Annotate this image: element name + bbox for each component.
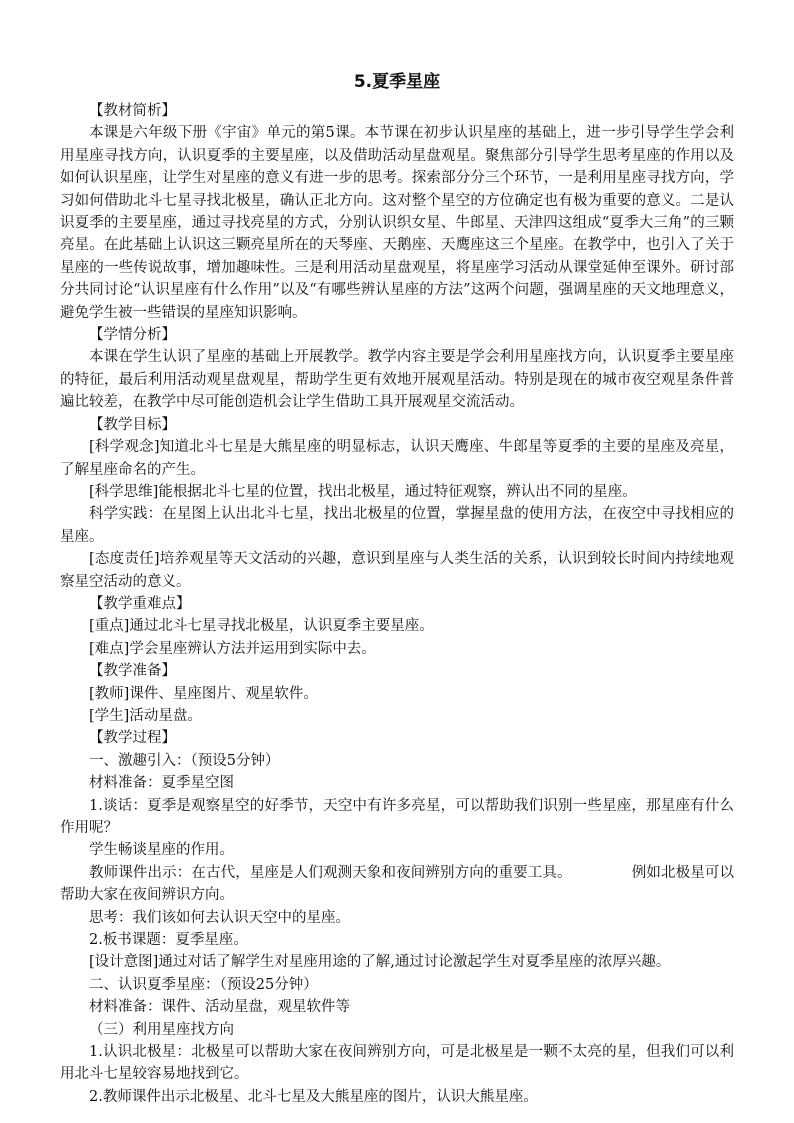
process-line: 材料准备：课件、活动星盘，观星软件等 — [89, 999, 350, 1016]
section-heading-preparation: 【教学准备】 — [89, 663, 176, 680]
goal-item: [科学观念]知道北斗七星是大熊星座的明显标志，认识天鹰座、牛郎星等夏季的主要的星座及亮星，了解星座命名的产生。 — [60, 439, 734, 478]
process-line: 思考：我们该如何去认识天空中的星座。 — [89, 909, 350, 926]
section-heading-teaching-goals: 【教学目标】 — [89, 416, 176, 433]
process-line: 学生畅谈星座的作用。 — [89, 842, 234, 859]
section-heading-teaching-process: 【教学过程】 — [89, 730, 176, 747]
process-line: 1.认识北极星：北极星可以帮助大家在夜间辨别方向，可是北极星是一颗不太亮的星，但我们可以利用北斗七星较容易地找到它。 — [60, 1044, 734, 1083]
section-heading-key-points: 【教学重难点】 — [89, 595, 191, 612]
goal-item: [态度责任]培养观星等天文活动的兴趣，意识到星座与人类生活的关系，认识到较长时间内持续地观察星空活动的意义。 — [60, 551, 734, 590]
page-title: 5.夏季星座 — [353, 72, 441, 92]
process-line: 材料准备：夏季星空图 — [89, 775, 234, 792]
process-line: 一、激趣引入：（预设5分钟） — [89, 752, 280, 769]
student-analysis-paragraph: 本课在学生认识了星座的基础上开展教学。教学内容主要是学会利用星座找方向，认识夏季主要星座的特征，最后利用活动观星盘观星，帮助学生更有效地开展观星活动。特别是现在的城市夜空观星条件普遍比较差，在教学中尽可能创造机会让学生借助工具开展观星交流活动。 — [60, 349, 734, 411]
process-line: 1.谈话：夏季是观察星空的好季节，天空中有许多亮星，可以帮助我们识别一些星座，那星座有什么作用呢？ — [60, 797, 734, 836]
process-line: 二、认识夏季星座：（预设25分钟） — [89, 976, 318, 993]
textbook-analysis-paragraph: 本课是六年级下册《宇宙》单元的第5课。本节课在初步认识星座的基础上，进一步引导学生学会利用星座寻找方向，认识夏季的主要星座，以及借助活动星盘观星。聚焦部分引导学生思考星座的作用以及如何认识星座，让学生对星座的意义有进一步的思考。探索部分分三个环节，一是利用星座寻找方向，学习如何借助北斗七星寻找北极星，确认正北方向。这对整个星空的方位确定也有极为重要的意义。二是认识夏季的主要星座，通过寻找亮星的方式，分别认识织女星、牛郎星、天津四这组成“夏季大三角”的三颗亮星。在此基础上认识这三颗亮星所在的天琴座、天鹅座、天鹰座这三个星座。在教学中，也引入了关于星座的一些传说故事，增加趣味性。三是利用活动星盘观星，将星座学习活动从课堂延伸至课外。研讨部分共同讨论“认识星座有什么作用”以及“有哪些辨认星座的方法”这两个问题，强调星座的天文地理意义，避免学生被一些错误的星座知识影响。 — [60, 125, 734, 321]
preparation-item: [教师]课件、星座图片、观星软件。 — [89, 685, 318, 702]
process-line-part: 例如北极星可以帮助大家在夜间辨识方向。 — [60, 864, 734, 904]
design-intent-line: [设计意图]通过对话了解学生对星座用途的了解,通过讨论激起学生对夏季星座的浓厚兴趣。 — [89, 954, 671, 971]
section-heading-student-analysis: 【学情分析】 — [89, 327, 176, 344]
process-line: 2.教师课件出示北极星、北斗七星及大熊星座的图片，认识大熊星座。 — [89, 1088, 538, 1105]
preparation-item: [学生]活动星盘。 — [89, 707, 202, 724]
goal-item: 科学实践：在星图上认出北斗七星，找出北极星的位置，掌握星盘的使用方法，在夜空中寻找相应的星座。 — [60, 506, 734, 545]
process-line: （三）利用星座找方向 — [89, 1021, 234, 1038]
section-heading-textbook-analysis: 【教材简析】 — [89, 103, 176, 119]
process-line: 2.板书课题：夏季星座。 — [89, 932, 248, 949]
goal-item: [科学思维]能根据北斗七星的位置，找出北极星，通过特征观察，辨认出不同的星座。 — [89, 483, 637, 500]
process-line — [60, 862, 734, 907]
process-line-part: 教师课件出示：在古代，星座是人们观测天象和夜间辨别方向的重要工具。 — [89, 864, 572, 881]
key-point-item: [难点]学会星座辨认方法并运用到实际中去。 — [89, 640, 376, 657]
key-point-item: [重点]通过北斗七星寻找北极星，认识夏季主要星座。 — [89, 618, 434, 635]
